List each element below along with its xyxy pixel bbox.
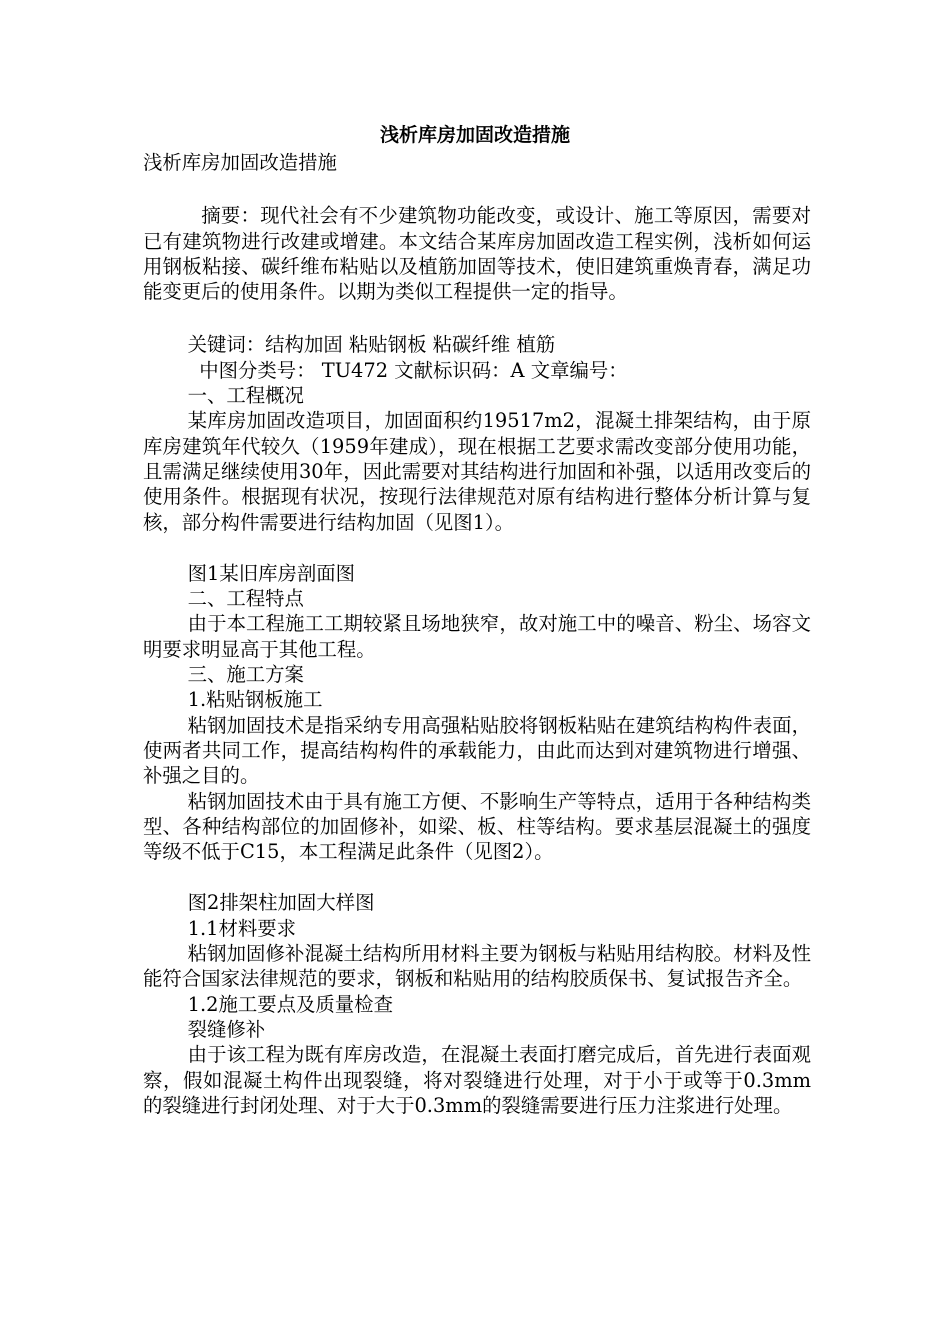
steel-paragraph-2: 粘钢加固技术由于具有施工方便、不影响生产等特点，适用于各种结构类型、各种结构部位的加固修补，如梁、板、柱等结构。要求基层混凝土的强度等级不低于C15，本工程满足此条件（见图2）。 xyxy=(143,789,811,864)
figure1-caption: 图1某旧库房剖面图 xyxy=(187,561,356,585)
spacer xyxy=(143,175,811,203)
spacer xyxy=(143,535,811,561)
figure2-caption: 图2排架柱加固大样图 xyxy=(187,891,375,915)
features-paragraph: 由于本工程施工工期较紧且场地狭窄，故对施工中的噪音、粉尘、场容文明要求明显高于其他工程。 xyxy=(143,612,811,661)
section-heading-plan: 三、施工方案 xyxy=(187,663,304,687)
overview-paragraph: 某库房加固改造项目，加固面积约19517m2，混凝土排架结构，由于原库房建筑年代较久（1959年建成），现在根据工艺要求需改变部分使用功能，且需满足继续使用30年，因此需要对其结构进行加固和补强，以适用改变后的使用条件。根据现有状况，按现行法律规范对原有结构进行整体分析计算与复核，部分构件需要进行结构加固（见图1）。 xyxy=(143,409,811,534)
materials-paragraph: 粘钢加固修补混凝土结构所用材料主要为钢板与粘贴用结构胶。材料及性能符合国家法律规范的要求，钢板和粘贴用的结构胶质保书、复试报告齐全。 xyxy=(143,942,811,991)
subsection-heading-steel: 1.粘贴钢板施工 xyxy=(187,688,323,712)
subsection-heading-materials: 1.1材料要求 xyxy=(187,916,297,940)
spacer xyxy=(143,864,811,890)
document-body xyxy=(143,150,811,1118)
section-heading-overview: 一、工程概况 xyxy=(187,384,304,408)
crack-repair-paragraph: 由于该工程为既有库房改造，在混凝土表面打磨完成后，首先进行表面观察，假如混凝土构件出现裂缝，将对裂缝进行处理，对于小于或等于0.3mm的裂缝进行封闭处理、对于大于0.3mm的裂缝需要进行压力注浆进行处理。 xyxy=(143,1043,811,1117)
subsection-heading-crack-repair: 裂缝修补 xyxy=(187,1017,266,1041)
keywords-line: 关键词：结构加固 粘贴钢板 粘碳纤维 植筋 xyxy=(187,333,556,357)
document-title: 浅析库房加固改造措施 xyxy=(379,124,570,146)
section-heading-features: 二、工程特点 xyxy=(187,587,304,611)
steel-paragraph-1: 粘钢加固技术是指采纳专用高强粘贴胶将钢板粘贴在建筑结构构件表面，使两者共同工作，提高结构构件的承载能力，由此而达到对建筑物进行增强、补强之目的。 xyxy=(143,713,811,788)
classification-line: 中图分类号： TU472 文献标识码：A 文章编号： xyxy=(199,358,628,382)
document-subtitle: 浅析库房加固改造措施 xyxy=(143,151,337,174)
abstract-paragraph: 摘要：现代社会有不少建筑物功能改变，或设计、施工等原因，需要对已有建筑物进行改建或增建。本文结合某库房加固改造工程实例，浅析如何运用钢板粘接、碳纤维布粘贴以及植筋加固等技术，使旧建筑重焕青春，满足功能变更后的使用条件。以期为类似工程提供一定的指导。 xyxy=(143,204,811,304)
spacer xyxy=(143,304,811,332)
subsection-heading-construction: 1.2施工要点及质量检查 xyxy=(187,992,393,1016)
